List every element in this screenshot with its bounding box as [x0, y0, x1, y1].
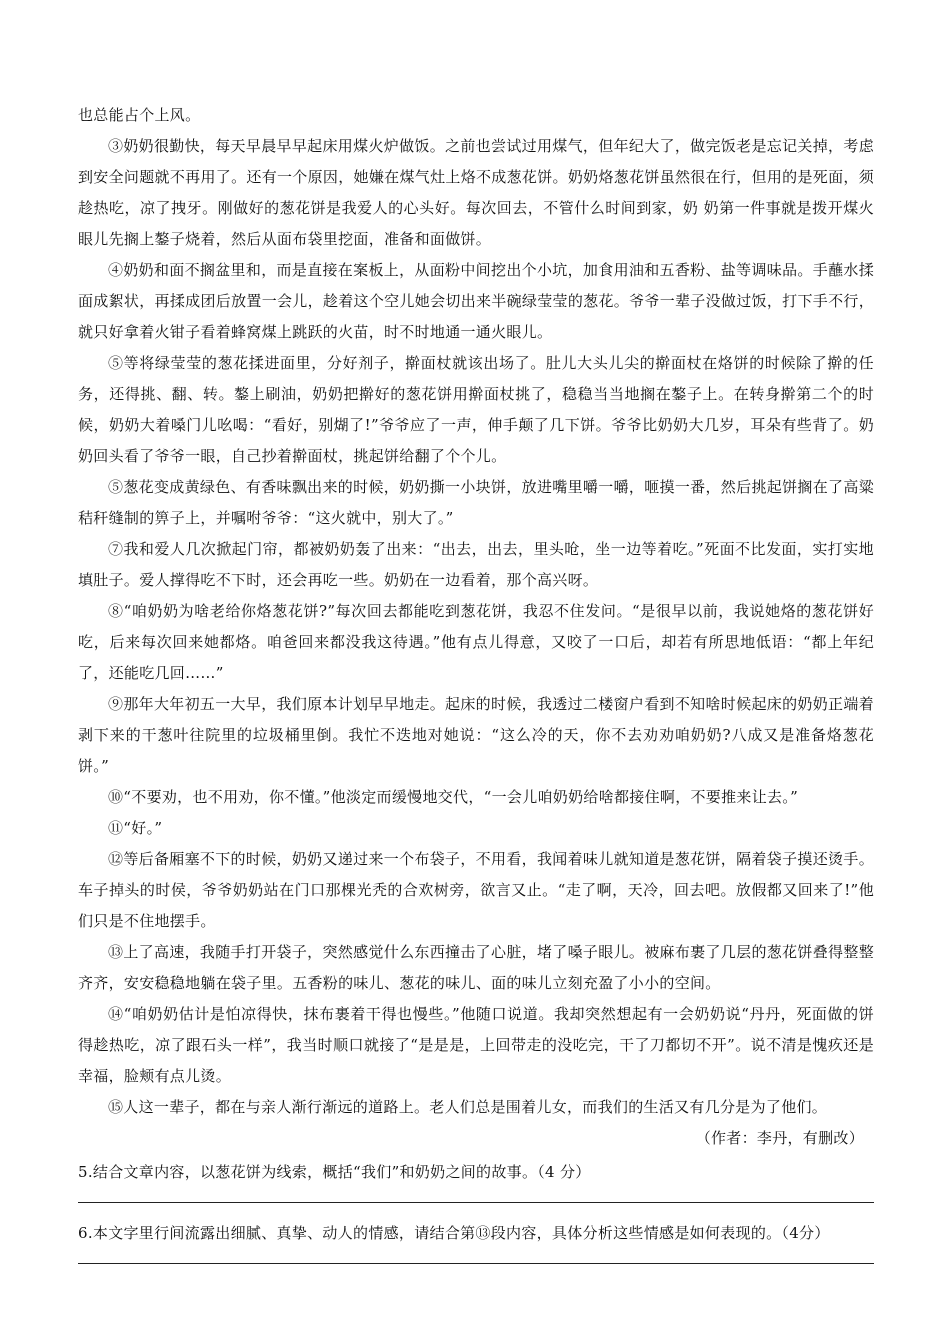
paragraph-11: ⑪“好。”	[108, 819, 163, 837]
paragraph-10: ⑩“不要劝，也不用劝，你不懂。”他淡定而缓慢地交代，“一会儿咱奶奶给啥都接住啊，不要推来让去。”	[108, 788, 799, 806]
paragraph-6: ⑤葱花变成黄绿色、有香味飘出来的时候，奶奶撕一小块饼，放进嘴里嚼一嚼，咂摸一番，然后挑起饼搁在了高粱秸秆缝制的箅子上，并嘱咐爷爷：“这火就中，别大了。”	[78, 478, 874, 527]
paragraph-14: ⑭“咱奶奶估计是怕凉得快，抹布裹着干得也慢些。”他随口说道。我却突然想起有一会奶奶说“丹丹，死面做的饼得趁热吃，凉了跟石头一样”，我当时顺口就接了“是是是，上回带走的没吃完，干了刀都切不开”。说不清是愧疚还是幸福，脸颊有点儿烫。	[78, 1005, 874, 1085]
document-page	[78, 100, 874, 1279]
paragraph-5: ⑤等将绿莹莹的葱花揉进面里，分好剂子，擀面杖就该出场了。肚儿大头儿尖的擀面杖在烙饼的时候除了擀的任务，还得挑、翻、转。鏊上刷油，奶奶把擀好的葱花饼用擀面杖挑了，稳稳当当地搁在鏊子上。在转身擀第二个的时候，奶奶大着嗓门儿吆喝：“看好，别煳了!”爷爷应了一声，伸手颠了几下饼。爷爷比奶奶大几岁，耳朵有些背了。奶奶回头看了爷爷一眼，自己抄着擀面杖，挑起饼给翻了个个儿。	[78, 354, 874, 465]
answer-line-5[interactable]	[78, 1202, 874, 1203]
paragraph-8: ⑧“咱奶奶为啥老给你烙葱花饼?”每次回去都能吃到葱花饼，我忍不住发问。“是很早以前，我说她烙的葱花饼好吃，后来每次回来她都烙。咱爸回来都没我这待遇。”他有点儿得意，又咬了一口后，却若有所思地低语：“都上年纪了，还能吃几回……”	[78, 602, 874, 682]
paragraph-12: ⑫等后备厢塞不下的时候，奶奶又递过来一个布袋子，不用看，我闻着味儿就知道是葱花饼，隔着袋子摸还烫手。车子掉头的时侯，爷爷奶奶站在门口那棵光秃的合欢树旁，欲言又止。“走了啊，天冷，回去吧。放假都又回来了!”他们只是不住地摆手。	[78, 850, 874, 930]
paragraph-13: ⑬上了高速，我随手打开袋子，突然感觉什么东西撞击了心脏，堵了嗓子眼儿。被麻布裹了几层的葱花饼叠得整整齐齐，安安稳稳地躺在袋子里。五香粉的味儿、葱花的味儿、面的味儿立刻充盈了小小的空间。	[78, 943, 874, 992]
question-5: 5.结合文章内容，以葱花饼为线索，概括“我们”和奶奶之间的故事。（4 分）	[78, 1163, 591, 1181]
paragraph-4: ④奶奶和面不搁盆里和，而是直接在案板上，从面粉中间挖出个小坑，加食用油和五香粉、盐等调味品。手蘸水揉面成絮状，再揉成团后放置一会儿，趁着这个空儿她会切出来半碗绿莹莹的葱花。爷爷一辈子没做过饭，打下手不行，就只好拿着火钳子看着蜂窝煤上跳跃的火苗，时不时地通一通火眼儿。	[78, 261, 874, 341]
paragraph-continuation: 也总能占个上风。	[78, 106, 201, 124]
question-6: 6.本文字里行间流露出细腻、真挚、动人的情感，请结合第⑬段内容，具体分析这些情感是如何表现的。（4分）	[78, 1224, 830, 1242]
answer-line-6[interactable]	[78, 1263, 874, 1264]
paragraph-9: ⑨那年大年初五一大早，我们原本计划早早地走。起床的时候，我透过二楼窗户看到不知啥时候起床的奶奶正端着剥下来的干葱叶往院里的垃圾桶里倒。我忙不迭地对她说：“这么冷的天，你不去劝劝咱奶奶?八成又是准备烙葱花饼。”	[78, 695, 874, 775]
paragraph-7: ⑦我和爱人几次掀起门帘，都被奶奶轰了出来：“出去，出去，里头呛，坐一边等着吃。”死面不比发面，实打实地填肚子。爱人撑得吃不下时，还会再吃一些。奶奶在一边看着，那个高兴呀。	[78, 540, 874, 589]
paragraph-15: ⑮人这一辈子，都在与亲人渐行渐远的道路上。老人们总是围着儿女，而我们的生活又有几分是为了他们。	[108, 1098, 828, 1116]
paragraph-3: ③奶奶很勤快，每天早晨早早起床用煤火炉做饭。之前也尝试过用煤气，但年纪大了，做完饭老是忘记关掉，考虑到安全问题就不再用了。还有一个原因，她嫌在煤气灶上烙不成葱花饼。奶奶烙葱花饼虽然很在行，但用的是死面，须趁热吃，凉了拽牙。刚做好的葱花饼是我爱人的心头好。每次回去，不管什么时间到家，奶 奶第一件事就是拨开煤火眼儿先搁上鏊子烧着，然后从面布袋里挖面，准备和面做饼。	[78, 137, 874, 248]
author-signature: （作者：李丹，有删改）	[695, 1129, 864, 1147]
